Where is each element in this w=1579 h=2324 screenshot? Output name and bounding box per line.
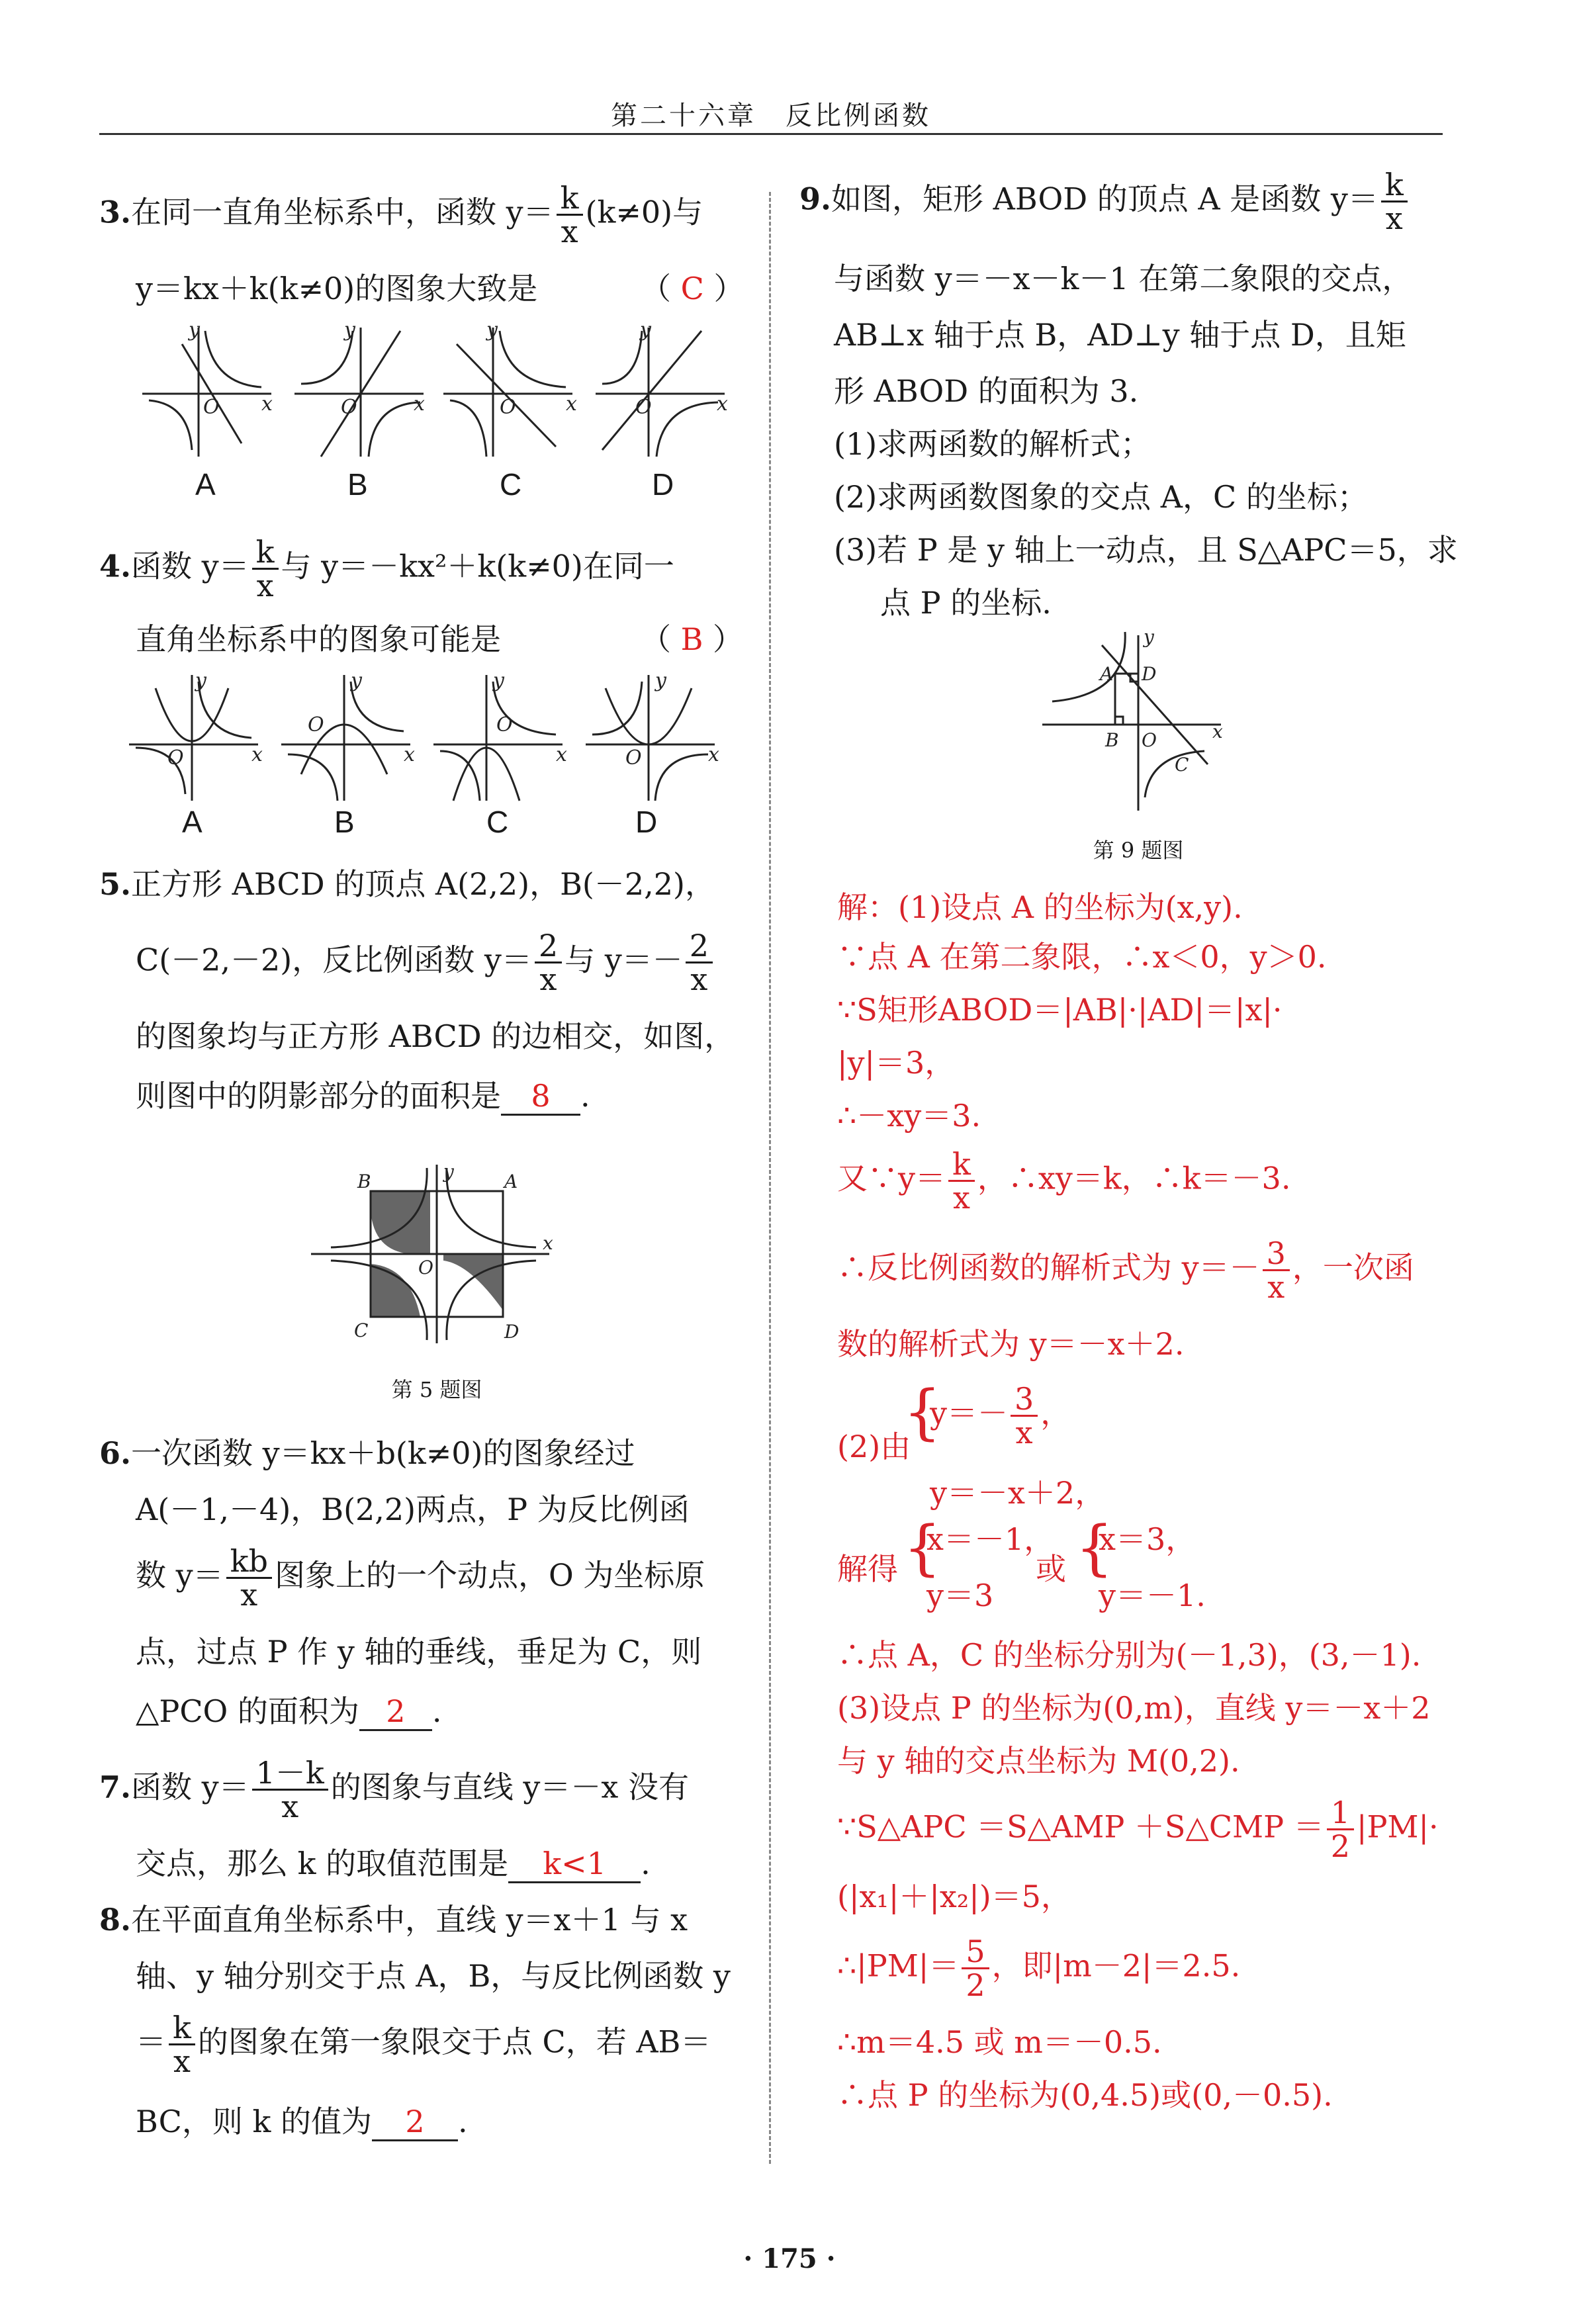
svg-text:C: C (354, 1319, 369, 1341)
q8-line4: BC，则 k 的值为 2 . (136, 2098, 468, 2141)
solution-s1: 解：(1)设点 A 的坐标为(x,y). (837, 889, 1243, 925)
header-rule (99, 133, 1443, 135)
solution-s4: |y|＝3， (837, 1045, 956, 1081)
solution-s9-eq2: y＝－x＋2， (930, 1475, 1106, 1511)
solution-s10-b1: x＝3， (1099, 1521, 1196, 1557)
q4-graph-a (129, 675, 258, 801)
svg-text:A: A (1100, 663, 1114, 685)
svg-text:y: y (443, 1161, 454, 1183)
q4-line2: 直角坐标系中的图象可能是 (136, 621, 501, 657)
q3-option-b: B (347, 467, 368, 502)
solution-s14: ∵S△APC ＝S△AMP ＋S△CMP ＝ $\frac{1}{2}$ |PM|· (837, 1795, 1439, 1864)
q6-line2: A(－1,－4)，B(2,2)两点，P 为反比例函 (136, 1492, 690, 1527)
q5-figure (311, 1161, 563, 1343)
solution-s16: ∴|PM|＝ $\frac{5}{2}$ ，即|m－2|＝2.5. (837, 1934, 1241, 2003)
svg-text:C: C (1175, 754, 1189, 776)
solution-s12: (3)设点 P 的坐标为(0,m)，直线 y＝－x＋2 (837, 1690, 1431, 1726)
q5-number: 5. (99, 866, 132, 902)
svg-text:x: x (708, 743, 719, 766)
q3-graph-d (596, 328, 725, 457)
solution-s7: ∴反比例函数的解析式为 y＝－ $\frac{3}{x}$ ，一次函 (837, 1235, 1414, 1305)
page-number: · 175 · (743, 2243, 836, 2274)
solution-s10-lead: 解得 (837, 1551, 898, 1587)
q4-line1: 4.函数 y＝ $\frac{k}{x}$ 与 y＝－kx²＋k(k≠0)在同一 (99, 534, 674, 603)
q3-text2: (k≠0)与 (585, 194, 703, 230)
q5-answer: 8 (501, 1078, 580, 1116)
q3-graph-b (294, 328, 424, 457)
q4-answer-bracket: （ B ） (641, 621, 744, 657)
svg-text:D: D (504, 1321, 519, 1343)
q5-line2: C(－2,－2)，反比例函数 y＝ $\frac{2}{x}$ 与 y＝－ $\frac{2}{x}$ (136, 930, 715, 995)
q4-graph-d (586, 675, 715, 801)
svg-text:y: y (1144, 626, 1154, 648)
q4-option-b: B (334, 805, 355, 839)
svg-text:O: O (418, 1257, 433, 1278)
q6-line4: 点，过点 P 作 y 轴的垂线，垂足为 C，则 (136, 1634, 702, 1670)
q3-number: 3. (99, 194, 132, 230)
svg-text:A: A (504, 1171, 518, 1192)
q3-answer-bracket: （ C ） (641, 271, 744, 306)
q8-number: 8. (99, 1902, 132, 1938)
solution-s10-b2: y＝－1. (1099, 1578, 1206, 1613)
svg-text:y: y (640, 318, 651, 341)
svg-text:x: x (404, 743, 415, 766)
q9-line2: 与函数 y＝－x－k－1 在第二象限的交点， (834, 261, 1413, 296)
solution-s10-a2: y＝3 (926, 1578, 994, 1613)
solution-s8: 数的解析式为 y＝－x＋2. (837, 1326, 1185, 1362)
q4-answer: B (680, 621, 703, 657)
q3-graph-a (142, 328, 271, 457)
solution-s6: 又∵y＝ $\frac{k}{x}$ ，∴xy＝k，∴k＝－3. (837, 1146, 1291, 1216)
q4-graphs (129, 668, 725, 807)
svg-text:O: O (635, 396, 652, 419)
q4-option-d: D (635, 805, 658, 839)
q9-number: 9. (799, 181, 832, 217)
q9-figure (1039, 626, 1238, 814)
q3-option-c: C (500, 467, 522, 502)
svg-text:O: O (308, 713, 324, 737)
q7-number: 7. (99, 1769, 132, 1805)
q9-sub2: (2)求两函数图象的交点 A，C 的坐标； (834, 479, 1368, 515)
solution-s10-or: 或 (1036, 1551, 1066, 1587)
svg-text:y: y (195, 669, 206, 692)
q5-caption: 第 5 题图 (391, 1377, 482, 1402)
svg-text:O: O (496, 713, 513, 737)
q3-text1: 在同一直角坐标系中，函数 y＝ (131, 194, 554, 230)
svg-text:y: y (486, 318, 498, 341)
q9-sub3a: (3)若 P 是 y 轴上一动点，且 S△APC＝5，求 (834, 532, 1458, 568)
q8-line2: 轴、y 轴分别交于点 A，B，与反比例函数 y (136, 1958, 731, 1994)
svg-text:x: x (556, 743, 567, 766)
svg-text:O: O (341, 396, 357, 419)
q3-graphs (142, 318, 728, 470)
q3-line1 (99, 182, 703, 247)
q3-option-d: D (652, 467, 674, 502)
q6-line1: 6.一次函数 y＝kx＋b(k≠0)的图象经过 (99, 1435, 635, 1471)
q7-answer: k<1 (508, 1846, 641, 1883)
solution-s18: ∴点 P 的坐标为(0,4.5)或(0,－0.5). (837, 2077, 1333, 2113)
q6-number: 6. (99, 1435, 132, 1471)
svg-text:x: x (261, 392, 273, 416)
q3-answer: C (680, 271, 704, 306)
svg-text:x: x (717, 392, 728, 416)
svg-text:O: O (625, 746, 642, 770)
svg-text:O: O (500, 396, 516, 419)
q7-line1: 7.函数 y＝ $\frac{1-k}{x}$ 的图象与直线 y＝－x 没有 (99, 1755, 689, 1824)
q5-line4: 则图中的阴影部分的面积是 8 . (136, 1072, 590, 1116)
q9-sub1: (1)求两函数的解析式； (834, 426, 1151, 462)
solution-s3: ∵S矩形ABOD＝|AB|·|AD|＝|x|· (837, 992, 1283, 1028)
solution-s5: ∴－xy＝3. (837, 1098, 981, 1134)
q3-line2: y＝kx＋k(k≠0)的图象大致是 (136, 271, 538, 306)
svg-text:y: y (344, 318, 355, 341)
solution-s9-lead: (2)由 (837, 1429, 911, 1464)
q4-fraction: $\frac{k}{x}$ (252, 536, 279, 602)
q4-graph-c (433, 675, 563, 801)
q8-line1: 8.在平面直角坐标系中，直线 y＝x＋1 与 x (99, 1902, 688, 1938)
q9-caption: 第 9 题图 (1093, 838, 1184, 863)
q5-line3: 的图象均与正方形 ABCD 的边相交，如图， (136, 1018, 735, 1054)
svg-text:O: O (167, 746, 184, 770)
q9-sub3b: 点 P 的坐标. (880, 585, 1052, 621)
q5-line1: 5.正方形 ABCD 的顶点 A(2,2)，B(－2,2)， (99, 866, 715, 902)
solution-s10-a1: x＝－1， (926, 1521, 1055, 1557)
q8-answer: 2 (372, 2104, 458, 2141)
svg-text:x: x (1212, 721, 1223, 742)
solution-s13: 与 y 轴的交点坐标为 M(0,2). (837, 1743, 1240, 1779)
svg-text:D: D (1142, 663, 1157, 685)
svg-text:B: B (1105, 729, 1119, 751)
q8-line3: ＝ $\frac{k}{x}$ 的图象在第一象限交于点 C，若 AB＝ (136, 2010, 711, 2079)
svg-text:x: x (414, 392, 425, 416)
solution-s2: ∵点 A 在第二象限，∴x＜0，y＞0. (837, 939, 1327, 975)
solution-s11: ∴点 A，C 的坐标分别为(－1,3)，(3,－1). (837, 1637, 1421, 1673)
solution-s17: ∴m＝4.5 或 m＝－0.5. (837, 2024, 1162, 2060)
q6-line5: △PCO 的面积为 2 . (136, 1687, 441, 1731)
svg-text:x: x (543, 1232, 553, 1254)
q4-number: 4. (99, 548, 132, 584)
q4-option-c: C (486, 805, 509, 839)
svg-text:O: O (1142, 729, 1157, 751)
q6-line3: 数 y＝ $\frac{kb}{x}$ 图象上的一个动点，O 为坐标原 (136, 1543, 705, 1613)
solution-s9-eq1: y＝－ $\frac{3}{x}$ ， (930, 1381, 1071, 1451)
svg-text:x: x (566, 392, 577, 416)
q7-line2: 交点，那么 k 的取值范围是 k<1 . (136, 1840, 651, 1883)
svg-text:x: x (251, 743, 263, 766)
svg-text:y: y (351, 669, 362, 692)
q6-answer: 2 (359, 1693, 432, 1731)
q9-line1: 9.如图，矩形 ABOD 的顶点 A 是函数 y＝ $\frac{k}{x}$ (799, 169, 1410, 234)
svg-text:O: O (203, 396, 220, 419)
q3-fraction: $\frac{k}{x}$ (557, 182, 583, 247)
solution-s10-brace-b: { (1075, 1513, 1114, 1583)
chapter-title: 第二十六章 反比例函数 (611, 101, 931, 131)
page-header (99, 89, 1443, 136)
svg-text:y: y (655, 669, 666, 692)
q4-option-a: A (182, 805, 203, 839)
q3-graph-c (443, 328, 572, 457)
column-divider (769, 192, 771, 2164)
solution-s9-brace: { (903, 1378, 942, 1447)
q4-graph-b (281, 675, 410, 801)
svg-text:y: y (493, 669, 504, 692)
q3-option-a: A (195, 467, 216, 502)
q9-line4: 形 ABOD 的面积为 3. (834, 373, 1139, 409)
solution-s10-brace-a: { (903, 1513, 942, 1583)
svg-text:y: y (189, 318, 200, 341)
solution-s15: (|x₁|＋|x₂|)＝5， (837, 1879, 1071, 1914)
q9-line3: AB⊥x 轴于点 B，AD⊥y 轴于点 D，且矩 (834, 317, 1406, 353)
svg-text:B: B (357, 1171, 371, 1192)
